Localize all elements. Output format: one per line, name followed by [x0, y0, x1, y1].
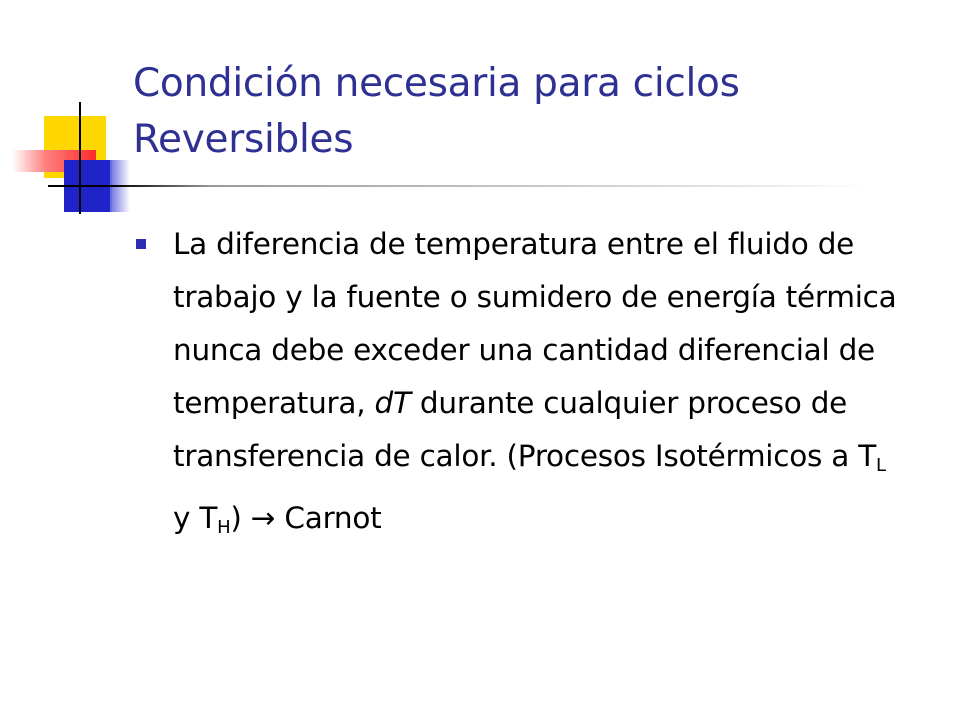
bullet-text-part4: ) → Carnot — [230, 501, 382, 535]
title-underline — [48, 185, 868, 187]
bullet-text-part3: y T — [173, 501, 218, 535]
bullet-item — [133, 218, 903, 554]
variable-dT: dT — [374, 386, 411, 420]
subscript-H: H — [217, 517, 231, 538]
bullet-text-part2: durante cualquier proceso de transferencia de calor. (Procesos Isotérmicos a T — [173, 386, 876, 473]
bullet-text-part1: La diferencia de temperatura entre el fluido de trabajo y la fuente o sumidero de energía térmica nunca debe exceder una cantidad diferencial de temperatura, — [173, 227, 897, 420]
square-bullet-icon — [136, 239, 146, 249]
decorative-vertical-line — [79, 102, 81, 214]
slide-title: Condición necesaria para ciclos Reversibles — [133, 61, 740, 162]
subscript-L: L — [876, 455, 886, 476]
bullet-list — [133, 218, 903, 554]
